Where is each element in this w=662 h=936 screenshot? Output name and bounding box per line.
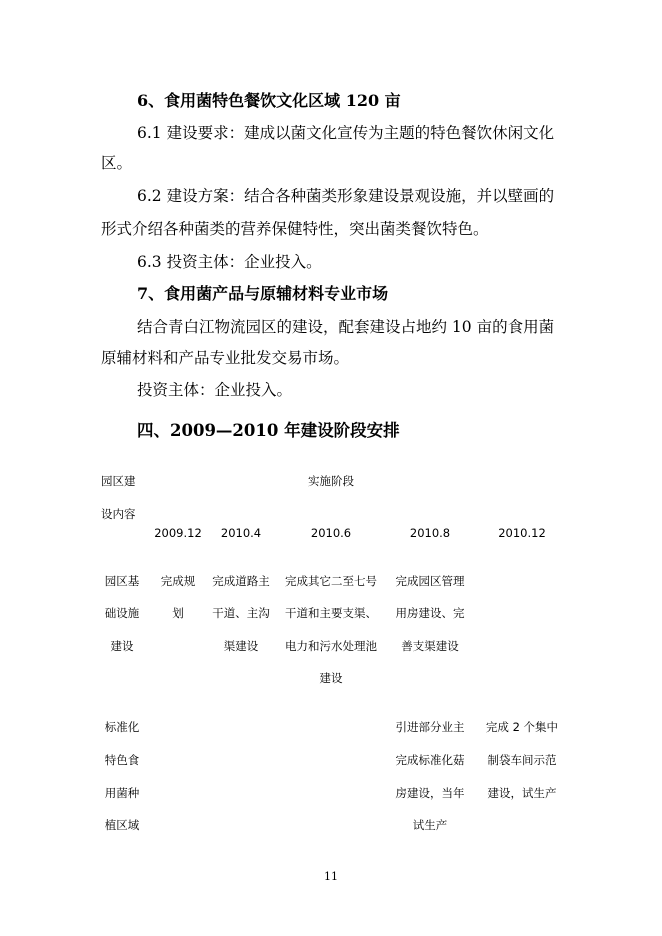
- date-header: 2010.6: [310, 526, 352, 540]
- date-header: 2010.8: [409, 526, 451, 540]
- market-line-1: 结合青白江物流园区的建设，配套建设占地约 10 亩的食用菌: [137, 318, 555, 336]
- plan-line-2: 形式介绍各种菌类的营养保健特性，突出菌类餐饮特色。: [101, 220, 489, 238]
- date-header: 2010.4: [220, 526, 262, 540]
- date-header: 2010.12: [498, 526, 546, 540]
- row2-name: 特色食: [104, 753, 140, 767]
- plan-line-1: 6.2 建设方案：结合各种菌类形象建设景观设施，并以壁画的: [137, 187, 555, 205]
- row1-cell: 干道和主要支渠、: [285, 606, 377, 620]
- row2-cell: 建设，试生产: [487, 786, 557, 800]
- row1-name: 建设: [110, 639, 134, 653]
- row1-name: 园区基: [104, 574, 140, 588]
- row1-name: 础设施: [104, 606, 140, 620]
- requirement-line-2: 区。: [101, 154, 133, 172]
- section-4-heading: 四、2009—2010 年建设阶段安排: [137, 421, 400, 440]
- row2-name: 植区域: [104, 818, 140, 832]
- row1-cell: 完成道路主: [212, 574, 270, 588]
- row1-cell: 电力和污水处理池: [285, 639, 377, 653]
- corner-header-line-1: 园区建: [101, 474, 136, 488]
- section-7-heading: 7、食用菌产品与原辅材料专业市场: [137, 284, 389, 303]
- corner-header-line-2: 设内容: [101, 507, 136, 521]
- market-line-2: 原辅材料和产品专业批发交易市场。: [101, 349, 350, 367]
- section-6-heading: 6、食用菌特色餐饮文化区域 120 亩: [137, 91, 401, 110]
- row2-name: 用菌种: [104, 786, 140, 800]
- row1-cell: 划: [172, 606, 184, 620]
- row2-cell: 完成 2 个集中: [485, 720, 559, 734]
- row1-cell: 用房建设、完: [395, 606, 465, 620]
- investor-line: 6.3 投资主体：企业投入。: [137, 253, 322, 271]
- row1-cell: 完成其它二至七号: [285, 574, 377, 588]
- row2-name: 标准化: [104, 720, 140, 734]
- row2-cell: 引进部分业主: [395, 720, 465, 734]
- row1-cell: 完成规: [160, 574, 196, 588]
- row1-cell: 善支渠建设: [401, 639, 459, 653]
- page-number: 11: [324, 870, 338, 883]
- row1-cell: 建设: [319, 671, 343, 685]
- row2-cell: 房建设，当年: [395, 786, 465, 800]
- row2-cell: 试生产: [412, 818, 448, 832]
- requirement-line-1: 6.1 建设要求：建成以菌文化宣传为主题的特色餐饮休闲文化: [137, 124, 555, 142]
- row1-cell: 干道、主沟: [212, 606, 270, 620]
- row2-cell: 完成标准化菇: [395, 753, 465, 767]
- stage-header: 实施阶段: [308, 474, 354, 488]
- row1-cell: 完成园区管理: [395, 574, 465, 588]
- market-investor-line: 投资主体：企业投入。: [137, 381, 293, 399]
- row2-cell: 制袋车间示范: [487, 753, 557, 767]
- date-header: 2009.12: [154, 526, 202, 540]
- row1-cell: 渠建设: [223, 639, 259, 653]
